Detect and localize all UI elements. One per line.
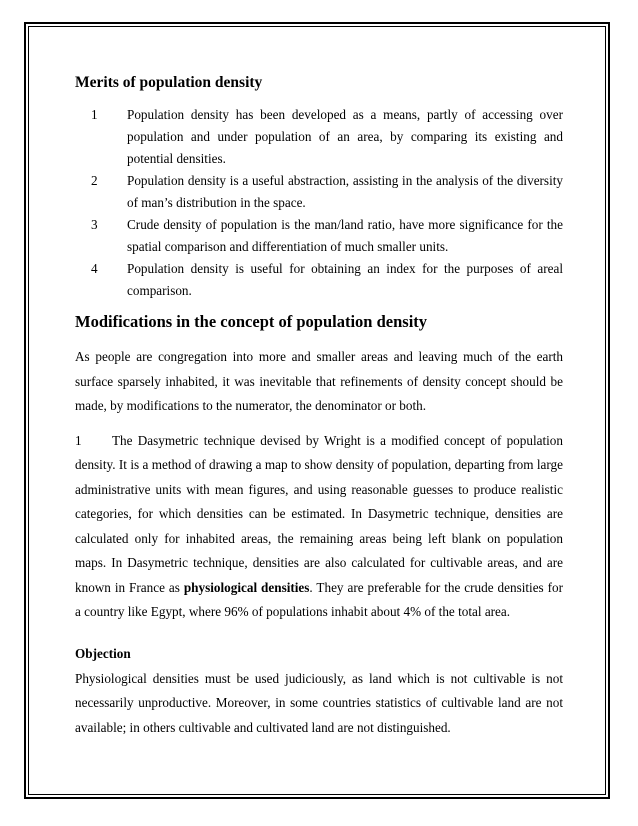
merits-list — [75, 104, 563, 302]
list-item-text: Population density is useful for obtaining an index for the purposes of areal comparison. — [127, 261, 563, 298]
objection-heading: Objection — [75, 645, 131, 661]
physiological-densities-term: physiological densities — [183, 579, 310, 595]
list-item-number: 1 — [91, 107, 98, 122]
modifications-heading: Modifications in the concept of population density — [75, 312, 428, 331]
document-body — [75, 68, 563, 740]
list-item — [75, 214, 563, 258]
list-item-number: 3 — [91, 217, 98, 232]
list-item — [75, 170, 563, 214]
merits-heading: Merits of population density — [75, 74, 263, 91]
list-item-text: Population density is a useful abstraction, assisting in the analysis of the diversity of man’s distribution in the space. — [127, 173, 563, 210]
objection-paragraph: Physiological densities must be used judiciously, as land which is not cultivable is not necessarily unproductive. Moreover, in some countries statistics of cultivable land are not available; in others cultivable and cultivated land are not distinguished. — [75, 670, 563, 735]
list-item-text: Population density has been developed as a means, partly of accessing over population and under population of an area, by comparing its existing and potential densities. — [127, 107, 563, 166]
list-item-number: 2 — [91, 173, 98, 188]
list-item-text: Crude density of population is the man/land ratio, have more significance for the spatial comparison and differentiation of much smaller units. — [127, 217, 563, 254]
list-item — [75, 104, 563, 170]
modifications-intro-paragraph: As people are congregation into more and smaller areas and leaving much of the earth surface sparsely inhabited, it was inevitable that refinements of density concept should be made, by modifications to the numerator, the denominator or both. — [75, 349, 563, 413]
dasymetric-text-after: . They are preferable for the crude densities for a country like Egypt, where 96% of populations inhabit about 4% of the total area. — [75, 579, 563, 619]
dasymetric-number: 1 — [75, 432, 82, 448]
dasymetric-text-before: The Dasymetric technique devised by Wright is a modified concept of population density. It is a method of drawing a map to show density of population, departing from large administrative units with mean figures, and using reasonable guesses to produce realistic categories, for which densities can be estimated. In Dasymetric technique, densities are calculated only for inhabited areas, the remaining areas being left blank on population maps. In Dasymetric technique, densities are also calculated for cultivable areas, and are known in France as — [75, 432, 563, 595]
list-item — [75, 258, 563, 302]
dasymetric-paragraph — [75, 429, 563, 625]
list-item-number: 4 — [91, 261, 98, 276]
